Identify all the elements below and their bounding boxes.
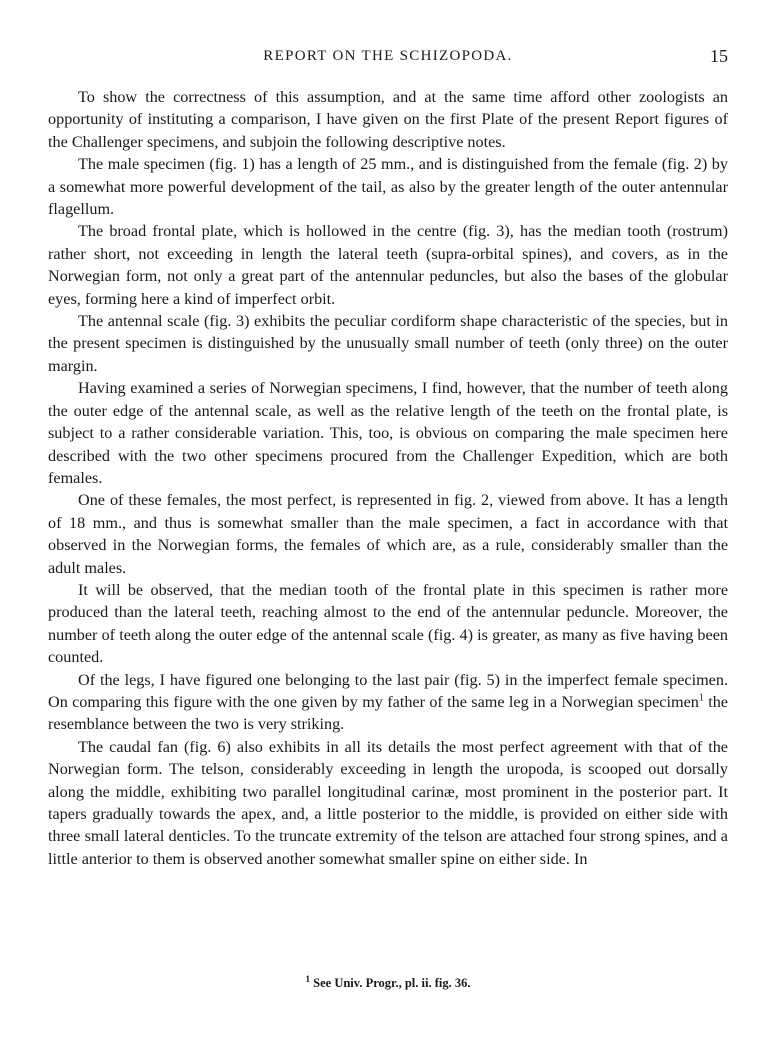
paragraph-male-specimen: The male specimen (fig. 1) has a length of 25 mm., and is distinguished from the female (fig. 2) by a somewhat more powerful development of the tail, as also by the greater length of the outer antennular flagellum. [48,155,728,219]
running-title: REPORT ON THE SCHIZOPODA. [263,48,513,64]
footnote-mark: 1 [305,973,311,984]
paragraph-median-tooth: It will be observed, that the median tooth of the frontal plate in this specimen is rather more produced than the lateral teeth, reaching almost to the end of the antennular peduncle. Moreover, the number of teeth along the outer edge of the antennal scale (fig. 4) is greater, as many as five having been counted. [48,580,728,667]
body-text [48,86,728,870]
footnote-text: See Univ. Progr., pl. ii. fig. 36. [313,976,471,990]
paragraph-female-specimen: One of these females, the most perfect, is represented in fig. 2, viewed from above. It has a length of 18 mm., and thus is somewhat smaller than the male specimen, a fact in accordance with that observed in the Norwegian forms, the females of which are, as a rule, considerably smaller than the adult males. [48,491,728,577]
footnote-reference: 1 [698,692,704,704]
paragraph-caudal-fan: The caudal fan (fig. 6) also exhibits in all its details the most perfect agreement with that of the Norwegian form. The telson, considerably exceeding in length the uropoda, is scooped out dorsally along the middle, exhibiting two parallel longitudinal carinæ, most prominent in the posterior part. It tapers gradually towards the apex, and, a little posterior to the middle, is provided on either side with three small lateral denticles. To the truncate extremity of the telson are attached four strong spines, and a little anterior to them is observed another somewhat smaller spine on either side. In [48,737,728,868]
paragraph-frontal-plate: The broad frontal plate, which is hollowed in the centre (fig. 3), has the median tooth (rostrum) rather short, not exceeding in length the lateral teeth (supra-orbital spines), and covers, as in the Norwegian form, not only a great part of the antennular peduncles, but also the bases of the globular eyes, forming here a kind of imperfect orbit. [48,222,728,308]
legs-text-after: the resemblance between the two is very striking. [48,692,728,734]
running-head [48,44,728,68]
paragraph-assumption: To show the correctness of this assumption, and at the same time afford other zoologists an opportunity of instituting a comparison, I have given on the first Plate of the present Report figures of the Challenger specimens, and subjoin the following descriptive notes. [48,88,728,151]
paragraph-legs [48,669,728,736]
page-number: 15 [710,46,728,66]
paragraph-antennal-scale: The antennal scale (fig. 3) exhibits the peculiar cordiform shape characteristic of the species, but in the present specimen is distinguished by the unusually small number of teeth (only three) on the outer margin. [48,312,728,375]
paragraph-norwegian-specimens: Having examined a series of Norwegian specimens, I find, however, that the number of teeth along the outer edge of the antennal scale, as well as the relative length of the teeth on the frontal plate, is subject to a rather considerable variation. This, too, is obvious on comparing the male specimen here described with the two other specimens procured from the Challenger Expedition, which are both females. [48,379,728,487]
footnote [48,974,728,992]
legs-text-before: Of the legs, I have figured one belonging to the last pair (fig. 5) in the imperfect female specimen. On comparing this figure with the one given by my father of the same leg in a Norwegian specimen [48,670,728,711]
